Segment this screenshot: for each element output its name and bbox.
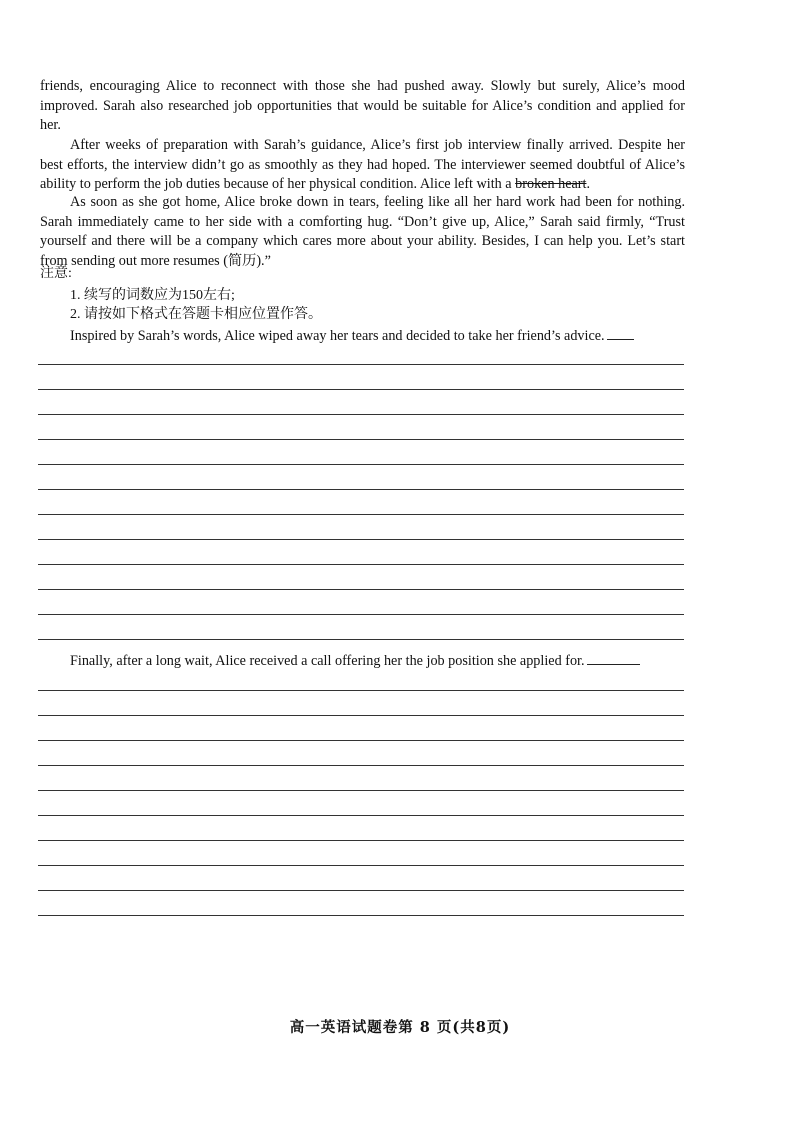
writing-line[interactable] [38,715,684,716]
writing-line[interactable] [38,389,684,390]
writing-line[interactable] [38,614,684,615]
note-item-1: 1. 续写的词数应为150左右; [70,288,235,303]
writing-line[interactable] [38,514,684,515]
note-item-2: 2. 请按如下格式在答题卡相应位置作答。 [70,307,322,322]
writing-line[interactable] [38,790,684,791]
notes-heading: 注意: [40,266,72,281]
continuation-prompt-1 [70,325,634,346]
continuation-prompt-2 [70,650,640,671]
prompt-2-blank[interactable] [587,650,640,665]
writing-line[interactable] [38,740,684,741]
passage-paragraph-1: friends, encouraging Alice to reconnect with those she had pushed away. Slowly but surely, Alice’s mood improved. Sarah also researched job opportunities that would be suitable for Alice’s condition and applied for her. [40,78,685,133]
writing-line[interactable] [38,539,684,540]
struck-through-text: broken heart [515,176,587,192]
page-footer: 高一英语试题卷第 8 页(共8页) [289,1019,511,1036]
writing-line[interactable] [38,865,684,866]
writing-line[interactable] [38,639,684,640]
prompt-2-text: Finally, after a long wait, Alice received a call offering her the job position she applied for. [70,653,585,669]
writing-line[interactable] [38,890,684,891]
paragraph-2-end: . [586,176,591,192]
writing-line[interactable] [38,489,684,490]
writing-line[interactable] [38,765,684,766]
writing-line[interactable] [38,690,684,691]
writing-line[interactable] [38,915,684,916]
passage-paragraph-2 [40,136,685,195]
writing-line[interactable] [38,464,684,465]
writing-line[interactable] [38,840,684,841]
prompt-1-text: Inspired by Sarah’s words, Alice wiped away her tears and decided to take her friend’s advice. [70,328,605,344]
writing-line[interactable] [38,364,684,365]
passage-paragraph-3: As soon as she got home, Alice broke down in tears, feeling like all her hard work had been for nothing. Sarah immediately came to her side with a comforting hug. “Don’t give up, Alice,” Sarah said firmly, “Trust yourself and there will be a company which cares more about your ability. Besides, I can help you. Let’s start from sending out more resumes (简历).” [40,194,685,269]
prompt-1-blank[interactable] [607,325,634,340]
writing-line[interactable] [38,414,684,415]
writing-line[interactable] [38,439,684,440]
writing-line[interactable] [38,815,684,816]
paragraph-2-text: After weeks of preparation with Sarah’s guidance, Alice’s first job interview finally arrived. Despite her best efforts, the interview didn’t go as smoothly as they had hoped. The interviewer seemed doubtful of Alice’s ability to perform the job duties because of her physical condition. Alice left with a [40,137,685,192]
writing-line[interactable] [38,589,684,590]
writing-line[interactable] [38,564,684,565]
